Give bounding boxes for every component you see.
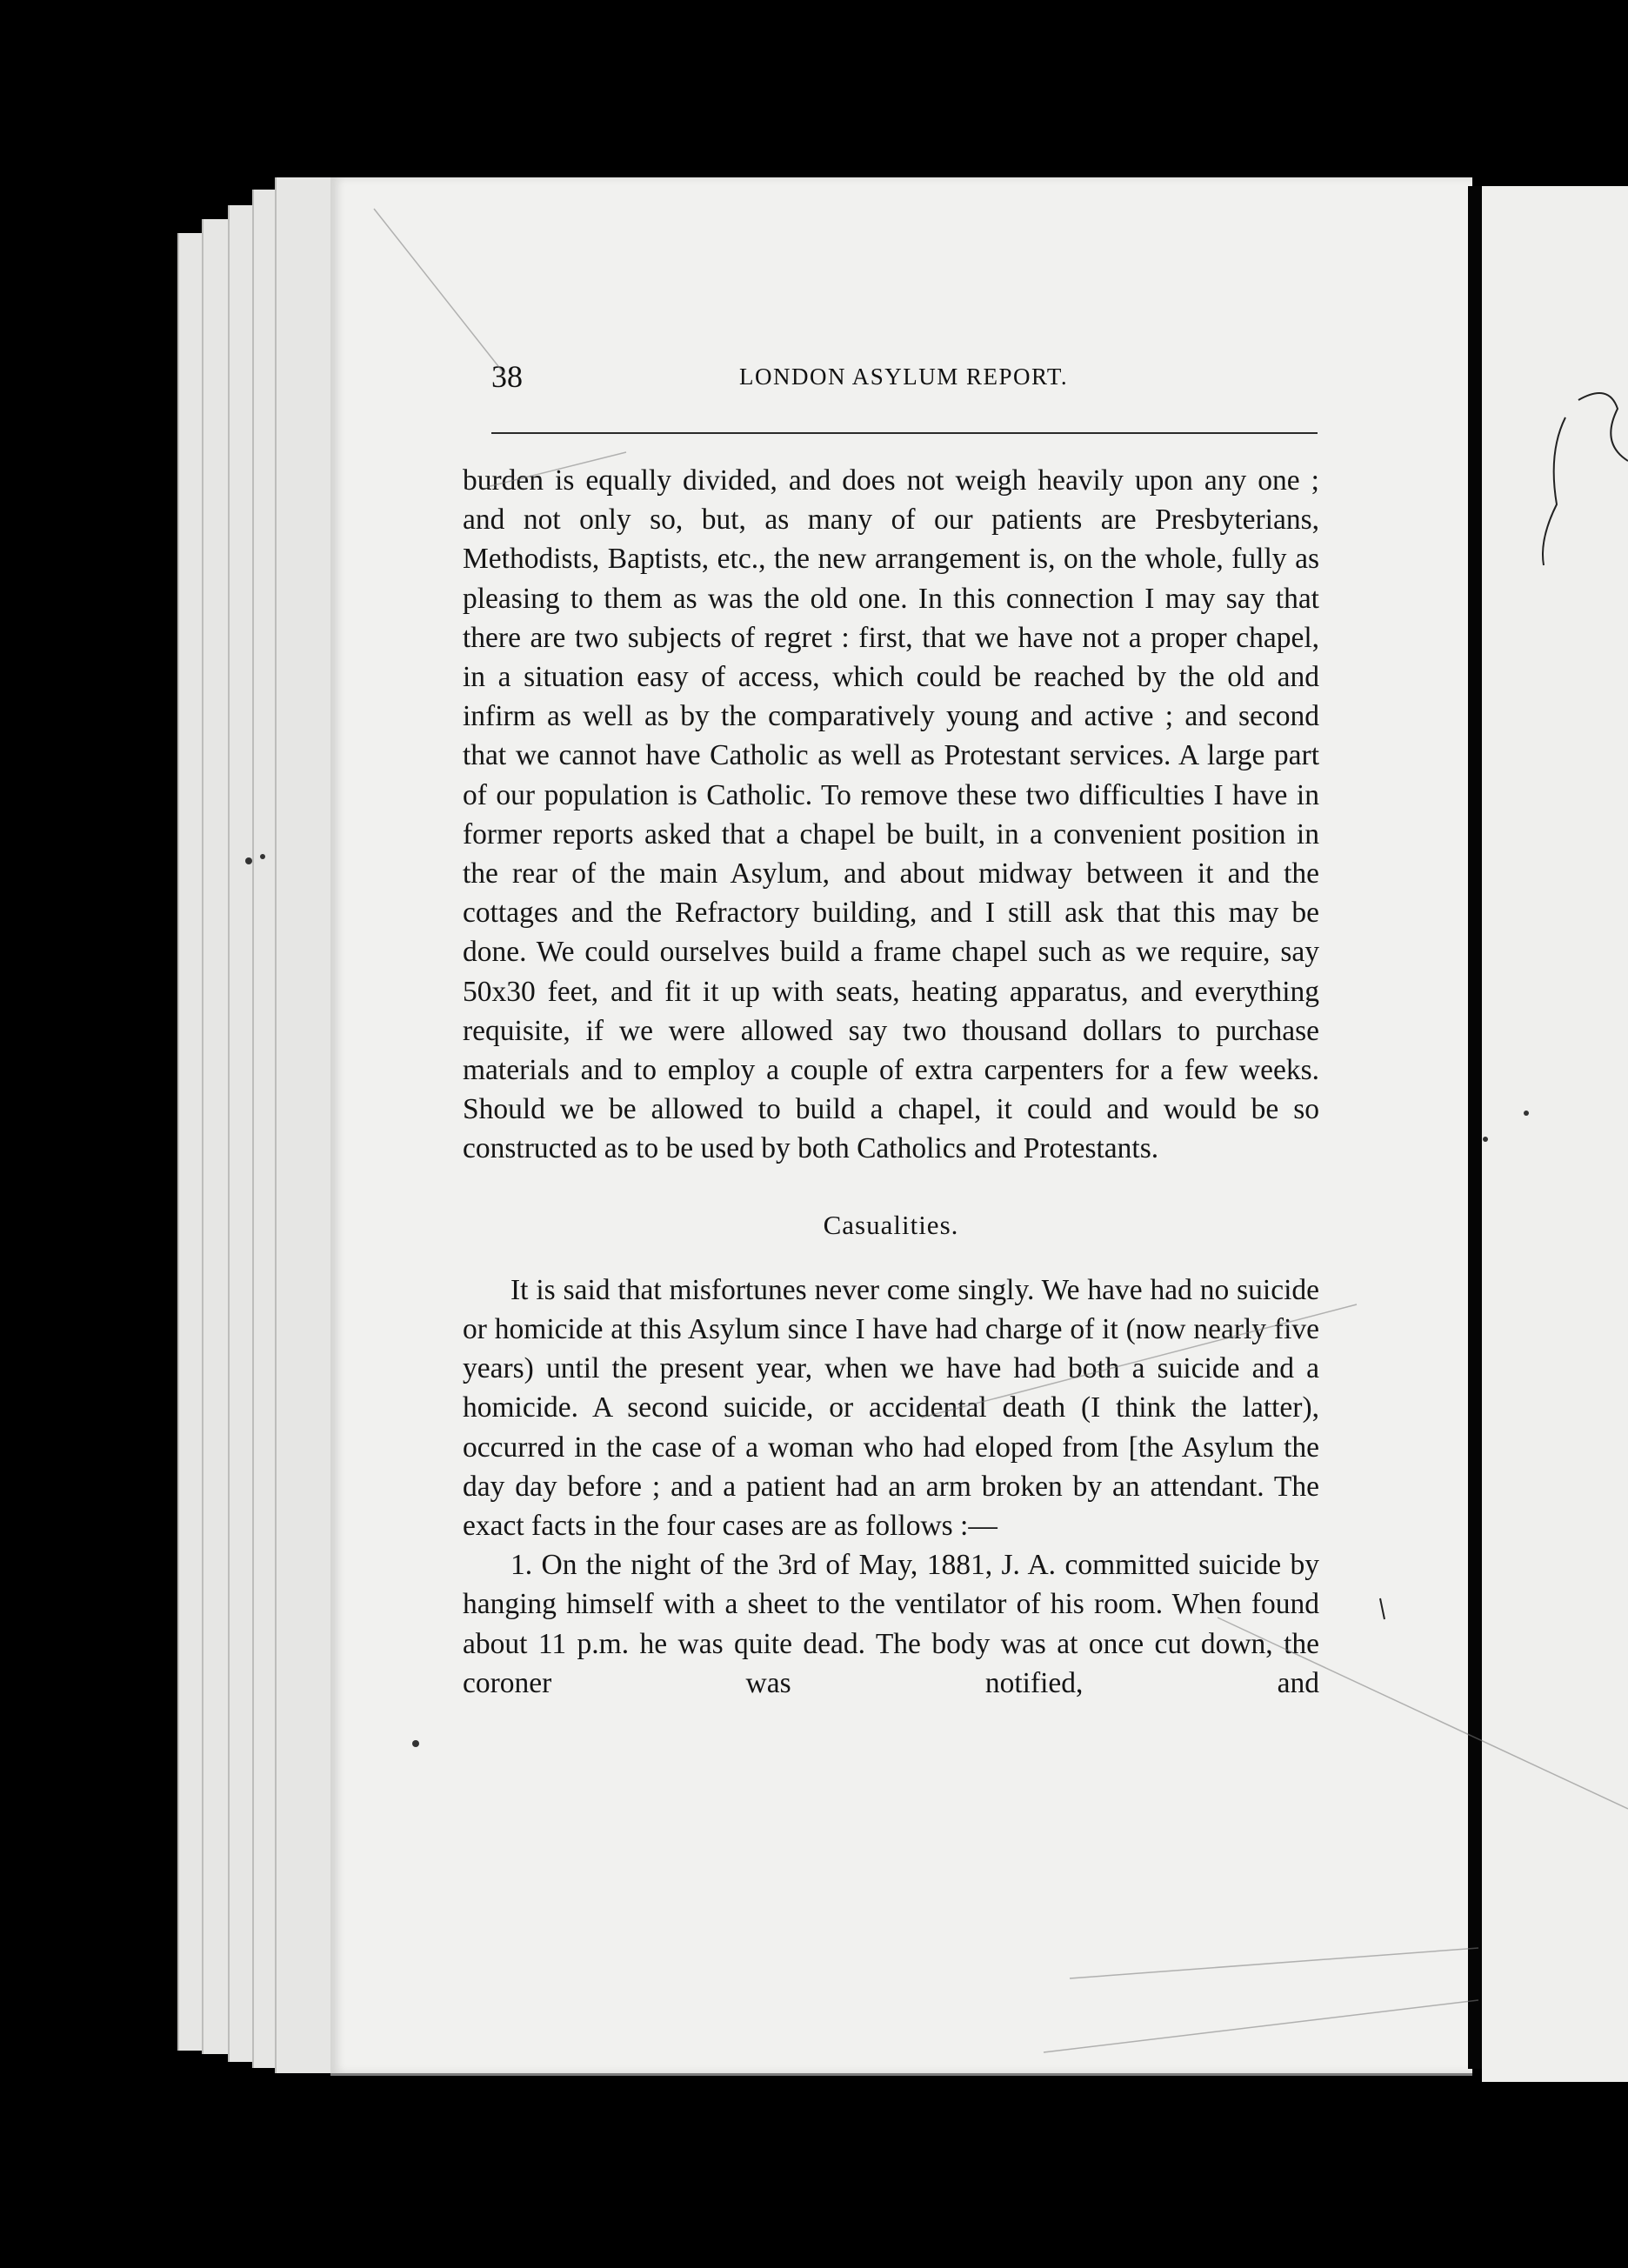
section-heading-casualities: Casualities. — [823, 1209, 959, 1240]
paragraph-casualities-intro: It is said that misfortunes never come singly. We have had no suicide or homicide at this Asylum since I have had charge of it (now nearly five years) until the present year, when we have had both a suicide and a homicide. A second suicide, or accidental death (I think the latter), occurred in the case of a woman who had eloped from [the Asylum the day day before ; and a patient had an arm broken by an attendant. The exact facts in the four cases are as follows :— — [463, 1273, 1319, 1543]
paragraph-case-1: 1. On the night of the 3rd of May, 1881, J. A. committed suicide by hanging himself with a sheet to the ventilator of his room. When found about 11 p.m. he was quite dead. The body was at once cut down, the coroner was notified, and — [463, 1549, 1319, 1699]
running-title: LONDON ASYLUM REPORT. — [739, 364, 1069, 390]
page-number: 38 — [491, 359, 523, 394]
paragraph-chapel: burden is equally divided, and does not weigh heavily upon any one ; and not only so, but, as many of our patients are Presbyterians, Methodists, Baptists, etc., the new arrangement is, on the whole, fully as pleasing to them as was the old one. In this connection I may say that there are two subjects of regret : first, that we have not a proper chapel, in a situation easy of access, which could be reached by the old and infirm as well as by the comparatively young and active ; and second that we cannot have Catholic as well as Protestant services. A large part of our population is Catholic. To remove these two difficulties I have in former reports asked that a chapel be built, in a convenient position in the rear of the main Asylum, and about midway between it and the cottages and the Refractory building, and I still ask that this may be done. We could ourselves build a frame chapel such as we require, say 50x30 feet, and fit it up with seats, heating apparatus, and everything requisite, if we were allowed say two thousand dollars to purchase materials and to employ a couple of extra carpenters for a few weeks. Should we be allowed to build a chapel, it could and would be so constructed as to be used by both Catholics and Protestants. — [463, 464, 1319, 1165]
